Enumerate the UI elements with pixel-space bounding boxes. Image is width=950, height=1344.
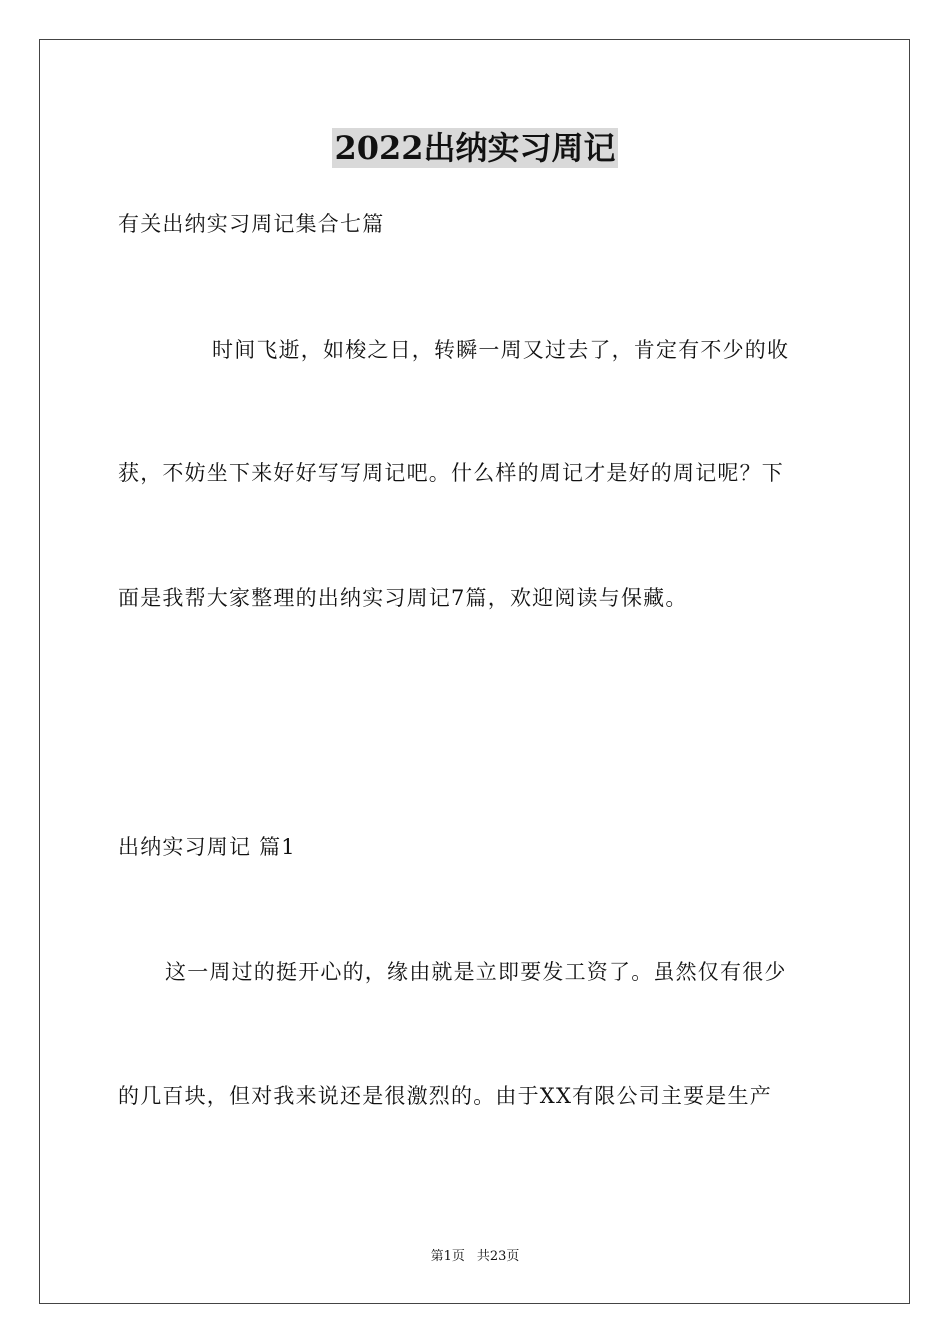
intro-line-3: 面是我帮大家整理的出纳实习周记7篇，欢迎阅读与保藏。	[118, 586, 688, 610]
section-heading: 出纳实习周记 篇1	[118, 835, 296, 859]
document-title: 2022出纳实习周记	[334, 129, 616, 167]
body-line-2: 的几百块，但对我来说还是很激烈的。由于XX有限公司主要是生产	[118, 1084, 772, 1108]
page-number-total: 共23页	[476, 1249, 520, 1264]
intro-line-2: 获，不妨坐下来好好写写周记吧。什么样的周记才是好的周记呢？下	[118, 461, 784, 485]
intro-line-1: 时间飞逝，如梭之日，转瞬一周又过去了，肯定有不少的收	[212, 338, 790, 362]
body-line-1: 这一周过的挺开心的，缘由就是立即要发工资了。虽然仅有很少	[165, 960, 787, 984]
title-container	[0, 128, 950, 168]
page-number-current: 第1页	[430, 1249, 465, 1264]
page-footer	[0, 1248, 950, 1266]
document-subtitle: 有关出纳实习周记集合七篇	[118, 212, 385, 236]
